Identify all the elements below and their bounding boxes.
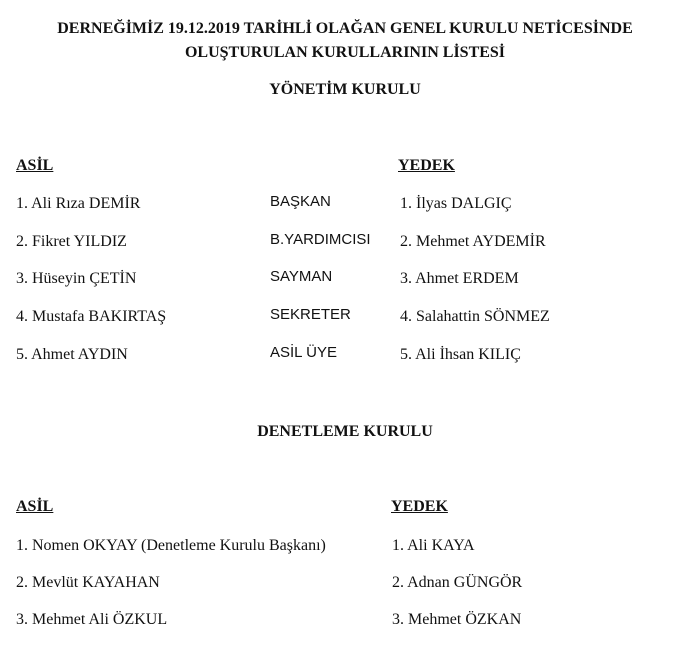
yonetim-yedek-item: 5. Ali İhsan KILIÇ — [400, 346, 521, 363]
yonetim-yedek-item: 2. Mehmet AYDEMİR — [400, 233, 546, 250]
yonetim-asil-item: 5. Ahmet AYDIN — [16, 346, 128, 363]
denetleme-asil-item: 2. Mevlüt KAYAHAN — [16, 574, 160, 591]
denetleme-asil-item: 3. Mehmet Ali ÖZKUL — [16, 611, 168, 628]
yonetim-asil-item: 2. Fikret YILDIZ — [16, 233, 127, 250]
yonetim-role: ASİL ÜYE — [270, 344, 337, 361]
yonetim-asil-item: 3. Hüseyin ÇETİN — [16, 270, 137, 287]
denetleme-yedek-item: 1. Ali KAYA — [392, 537, 475, 554]
yonetim-role: SAYMAN — [270, 268, 333, 285]
denetleme-kurulu-heading: DENETLEME KURULU — [257, 423, 433, 440]
yonetim-asil-item: 4. Mustafa BAKIRTAŞ — [16, 308, 167, 325]
document-title-line-1: DERNEĞİMİZ 19.12.2019 TARİHLİ OLAĞAN GENEL KURULU NETİCESİNDE — [57, 20, 633, 37]
yonetim-yedek-label: YEDEK — [398, 157, 455, 174]
yonetim-yedek-item: 3. Ahmet ERDEM — [400, 270, 519, 287]
yonetim-yedek-item: 1. İlyas DALGIÇ — [400, 195, 512, 212]
denetleme-yedek-label: YEDEK — [391, 498, 448, 515]
yonetim-role: SEKRETER — [270, 306, 351, 323]
denetleme-yedek-item: 2. Adnan GÜNGÖR — [392, 574, 523, 591]
yonetim-yedek-item: 4. Salahattin SÖNMEZ — [400, 308, 550, 325]
yonetim-role: B.YARDIMCISI — [270, 231, 371, 248]
yonetim-asil-item: 1. Ali Rıza DEMİR — [16, 195, 141, 212]
denetleme-yedek-item: 3. Mehmet ÖZKAN — [392, 611, 522, 628]
yonetim-role: BAŞKAN — [270, 193, 331, 210]
yonetim-asil-label: ASİL — [16, 157, 54, 174]
yonetim-kurulu-heading: YÖNETİM KURULU — [269, 81, 421, 98]
denetleme-asil-label: ASİL — [16, 498, 54, 515]
denetleme-asil-item: 1. Nomen OKYAY (Denetleme Kurulu Başkanı) — [16, 537, 326, 554]
document-title-line-2: OLUŞTURULAN KURULLARININ LİSTESİ — [184, 44, 506, 61]
